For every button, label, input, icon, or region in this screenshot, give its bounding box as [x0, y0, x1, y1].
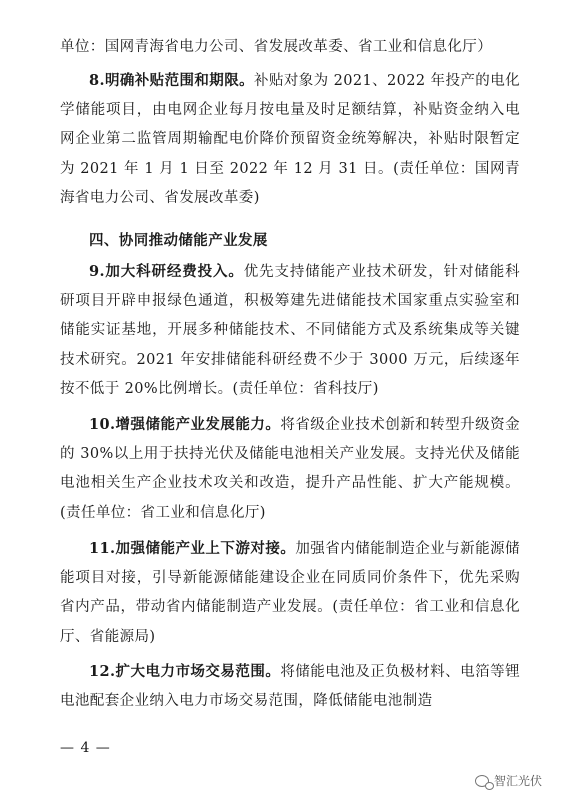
wechat-icon [475, 775, 489, 787]
item-9-body: 优先支持储能产业技术研发，针对储能科研项目开辟申报绿色通道，积极筹建先进储能技术国家重点实验室和储能实证基地，开展多种储能技术、不同储能方式及系统集成等关键技术研究。2021 年安排储能科研经费不少于 3000 万元，后续逐年按不低于 20%比例增长。(责任单位：省科技厅) [60, 264, 520, 397]
paragraph-continuation [60, 33, 520, 62]
item-8-heading: 8.明确补贴范围和期限。 [89, 72, 255, 89]
section-4-title: 四、协同推动储能产业发展 [89, 232, 268, 249]
watermark [475, 772, 542, 789]
item-12 [60, 657, 520, 716]
item-12-body: 将储能电池及正负极材料、电箔等锂电池配套企业纳入电力市场交易范围，降低储能电池制造 [60, 664, 521, 710]
item-12-heading: 12.扩大电力市场交易范围。 [89, 663, 281, 680]
item-10-heading: 10.增强储能产业发展能力。 [89, 416, 281, 433]
watermark-label: 智汇光伏 [493, 774, 542, 788]
item-10-body: 将省级企业技术创新和转型升级资金的 30%以上用于扶持光伏及储能电池相关产业发展。支持光伏及储能电池相关生产企业技术攻关和改造，提升产品性能、扩大产能规模。(责任单位：省工业和信息化厅) [60, 417, 521, 521]
item-9 [60, 257, 520, 404]
page-number: — 4 — [60, 740, 111, 756]
item-11-heading: 11.加强储能产业上下游对接。 [89, 540, 296, 557]
item-9-heading: 9.加大科研经费投入。 [89, 263, 244, 280]
paragraph-text: 单位：国网青海省电力公司、省发展改革委、省工业和信息化厅） [60, 39, 493, 55]
item-10 [60, 410, 520, 528]
item-11-body: 加强省内储能制造企业与新能源储能项目对接，引导新能源储能建设企业在同质同价条件下，优先采购省内产品，带动省内储能制造产业发展。(责任单位：省工业和信息化厅、省能源局) [60, 541, 521, 645]
item-11 [60, 534, 520, 652]
item-8 [60, 66, 520, 213]
item-8-body: 补贴对象为 2021、2022 年投产的电化学储能项目，由电网企业每月按电量及时足额结算，补贴资金纳入电网企业第二监管周期输配电价降价预留资金统筹解决，补贴时限暂定为 2021 年 1 月 1 日至 2022 年 12 月 31 日。(责任单位：国网青海省电力公司、省发展改革委) [60, 73, 520, 206]
